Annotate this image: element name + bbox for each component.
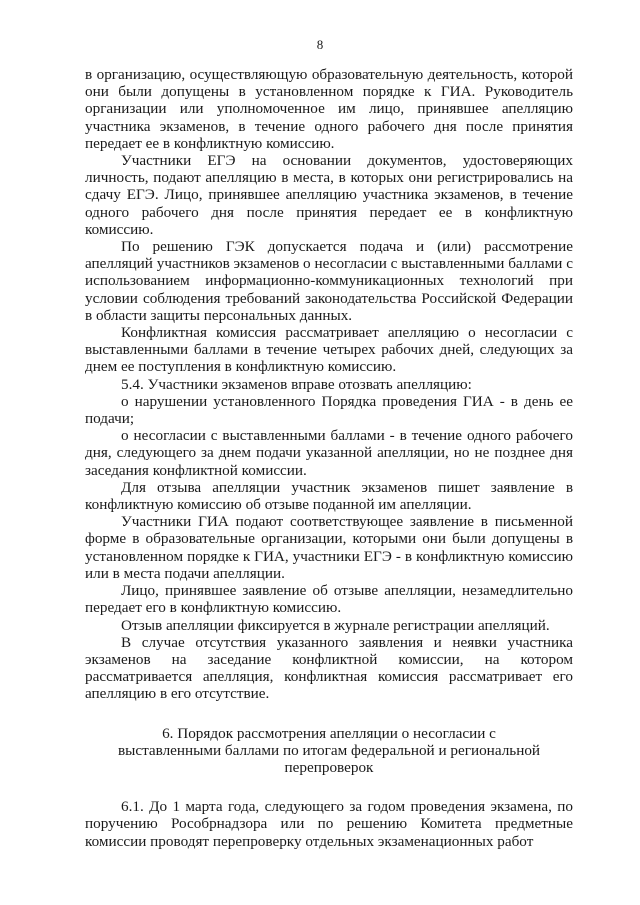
paragraph: Лицо, принявшее заявление об отзыве апелляции, незамедлительно передает его в конфликтную комиссию. xyxy=(85,582,573,617)
paragraph: Отзыв апелляции фиксируется в журнале регистрации апелляций. xyxy=(121,616,550,634)
paragraph: По решению ГЭК допускается подача и (или) рассмотрение апелляций участников экзаменов о несогласии с выставленными баллами с использованием информационно-коммуникационных технологий при условии соблюдения требований законодательства Российской Федерации в области защиты персональных данных. xyxy=(85,238,573,324)
paragraph: Участники ЕГЭ на основании документов, удостоверяющих личность, подают апелляцию в места, в которых они регистрировались на сдачу ЕГЭ. Лицо, принявшее апелляцию участника экзаменов, в течение одного рабочего дня после принятия передает ее в конфликтную комиссию. xyxy=(85,152,573,238)
document-body xyxy=(85,66,573,850)
paragraph: В случае отсутствия указанного заявления и неявки участника экзаменов на заседание конфликтной комиссии, на котором рассматривается апелляция, конфликтная комиссия рассматривает его апелляцию в его отсутствие. xyxy=(85,633,573,703)
paragraph: в организацию, осуществляющую образовательную деятельность, которой они были допущены в установленном порядке к ГИА. Руководитель организации или уполномоченное им лицо, принявшее апелляцию участника экзаменов, в течение одного рабочего дня после принятия передает ее в конфликтную комиссию. xyxy=(85,66,573,152)
paragraph: о нарушении установленного Порядка проведения ГИА - в день ее подачи; xyxy=(85,392,573,428)
paragraph: о несогласии с выставленными баллами - в течение одного рабочего дня, следующего за днем подачи указанной апелляции, но не позднее дня заседания конфликтной комиссии. xyxy=(85,427,573,479)
paragraph: Для отзыва апелляции участник экзаменов пишет заявление в конфликтную комиссию об отзыве поданной им апелляции. xyxy=(85,478,573,514)
paragraph: Участники ГИА подают соответствующее заявление в письменной форме в образовательные организации, которыми они были допущены в установленном порядке к ГИА, участники ЕГЭ - в конфликтную комиссию или в места подачи апелляции. xyxy=(85,513,573,582)
paragraph: 5.4. Участники экзаменов вправе отозвать апелляцию: xyxy=(121,375,472,393)
paragraph: Конфликтная комиссия рассматривает апелляцию о несогласии с выставленными баллами в течение четырех рабочих дней, следующих за днем ее поступления в конфликтную комиссию. xyxy=(85,324,573,376)
section-heading: 6. Порядок рассмотрения апелляции о несогласии с выставленными баллами по итогам федеральной и региональной перепроверок xyxy=(117,724,541,776)
paragraph: 6.1. До 1 марта года, следующего за годом проведения экзамена, по поручению Рособрнадзора или по решению Комитета предметные комиссии проводят перепроверку отдельных экзаменационных работ xyxy=(85,798,573,850)
page-number: 8 xyxy=(316,37,324,52)
